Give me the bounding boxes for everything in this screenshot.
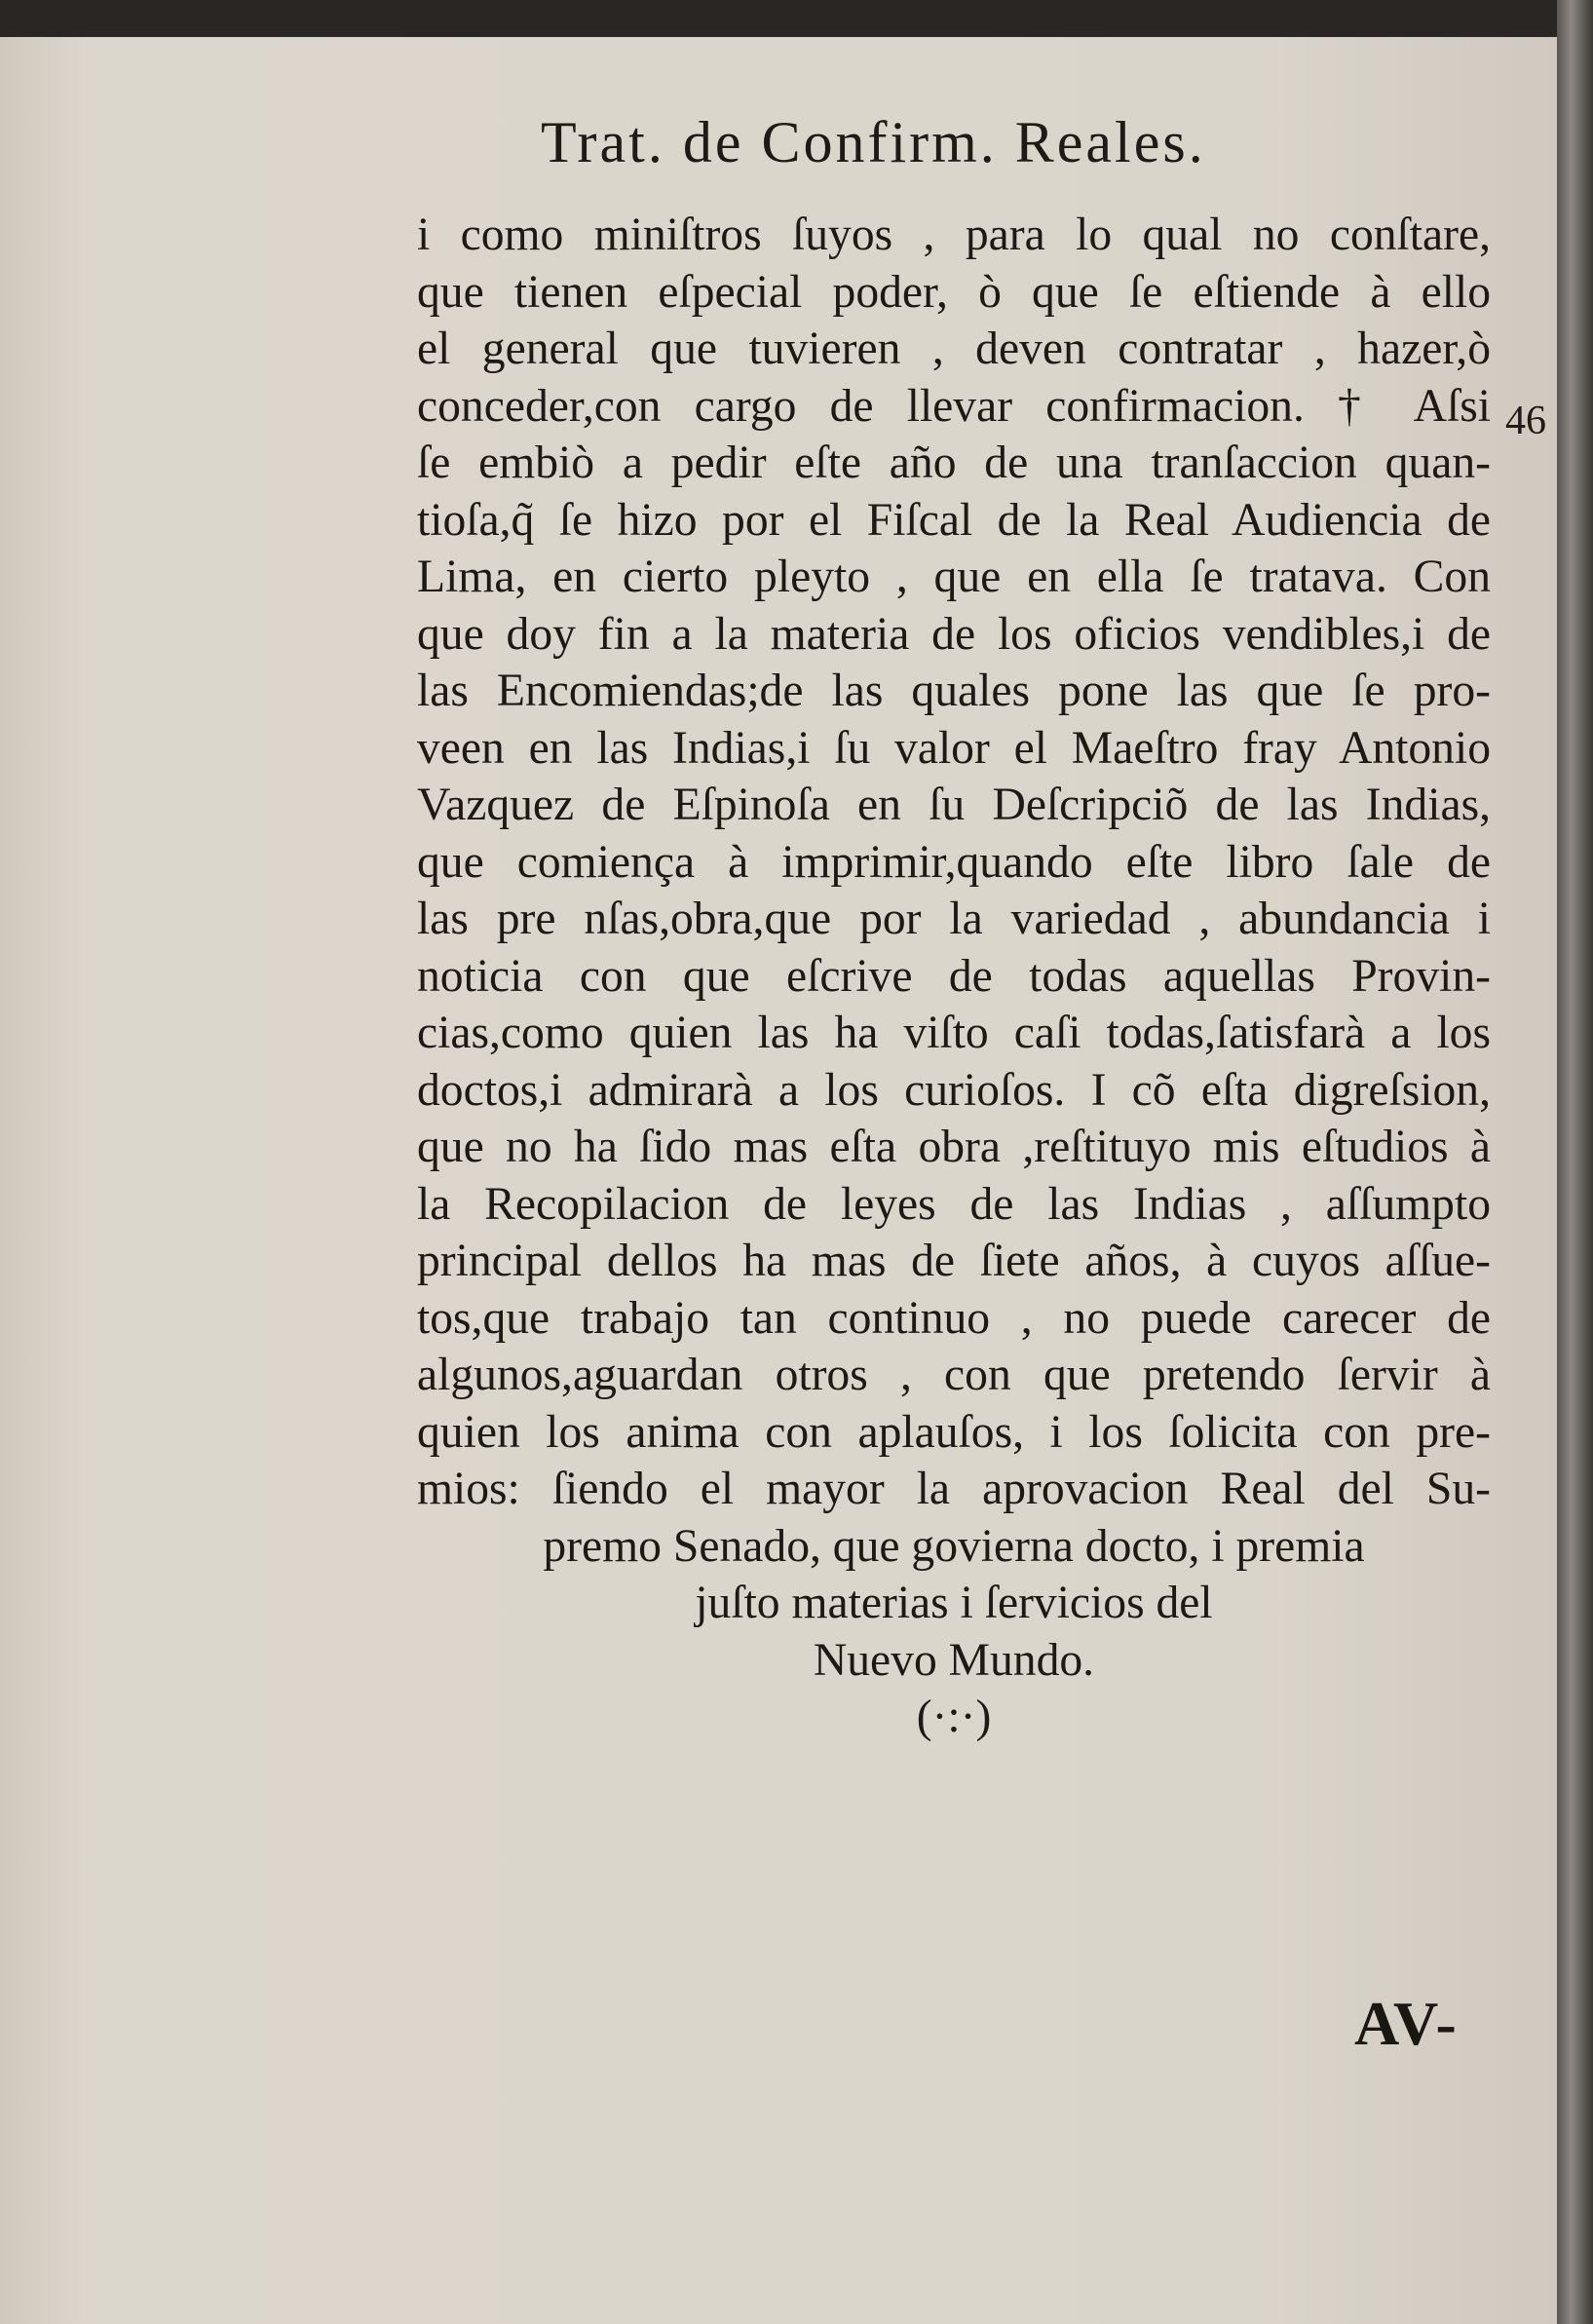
book-spine-edge [1557, 0, 1593, 2324]
running-title: Trat. de Confirm. Reales. [541, 110, 1206, 174]
text-line: mios: ſiendo el mayor la aprovacion Real del Su- [417, 1464, 1491, 1514]
text-line: conceder,con cargo de llevar confirmacion. † Aſsi [417, 380, 1491, 432]
bleed-through-margin-top [136, 368, 390, 399]
text-line: cias,como quien las ha viſto caſi todas,ſatisfarà a los [417, 1008, 1491, 1058]
closing-ornament: (·:·) [916, 1692, 992, 1742]
text-line: tioſa,q̃ ſe hizo por el Fiſcal de la Real Audiencia de [417, 494, 1491, 546]
text-line: principal dellos ha mas de ſiete años, à cuyos aſſue- [417, 1236, 1491, 1286]
main-text-block [417, 207, 1491, 1746]
text-line: que comiença à imprimir,quando eſte libro ſale de [417, 836, 1491, 888]
text-line: la Recopilacion de leyes de las Indias , aſſumpto [417, 1178, 1491, 1230]
text-line: ſe embiò a pedir eſte año de una tranſaccion quan- [417, 438, 1491, 488]
closing-line: Nuevo Mundo. [813, 1634, 1095, 1686]
text-line: que tienen eſpecial poder, ò que ſe eſtiende à ello [417, 266, 1491, 318]
text-line: tos,que trabajo tan continuo , no puede carecer de [417, 1292, 1491, 1344]
text-line: que no ha ſido mas eſta obra ,reſtituyo mis eſtudios à [417, 1122, 1491, 1172]
bleed-through-margin-lower [136, 1206, 390, 1237]
text-line: las pre nſas,obra,que por la variedad , abundancia i [417, 894, 1491, 944]
text-line: doctos,i admirarà a los curioſos. I cõ eſta digreſsion, [417, 1064, 1491, 1116]
catchword: AV- [1354, 1989, 1459, 2058]
text-line: algunos,aguardan otros , con que pretendo ſervir à [417, 1350, 1491, 1400]
text-line: el general que tuvieren , deven contratar , hazer,ò [417, 324, 1491, 374]
text-line: que doy fin a la materia de los oficios vendibles,i de [417, 608, 1491, 660]
marginal-page-number: 46 [1505, 399, 1546, 443]
text-line: las Encomiendas;de las quales pone las que ſe pro- [417, 666, 1491, 716]
text-line: Vazquez de Eſpinoſa en ſu Deſcripciõ de las Indias, [417, 780, 1491, 830]
text-line: i como miniſtros ſuyos , para lo qual no conſtare, [417, 210, 1491, 260]
closing-line: juſto materias i ſervicios del [695, 1578, 1213, 1628]
text-line: quien los anima con aplauſos, i los ſolicita con pre- [417, 1406, 1491, 1458]
text-line: noticia con que eſcrive de todas aquellas Provin- [417, 950, 1491, 1002]
closing-line: premo Senado, que govierna docto, i premia [543, 1520, 1365, 1572]
text-line: Lima, en cierto pleyto , que en ella ſe tratava. Con [417, 552, 1491, 602]
text-line: veen en las Indias,i ſu valor el Maeſtro fray Antonio [417, 722, 1491, 774]
